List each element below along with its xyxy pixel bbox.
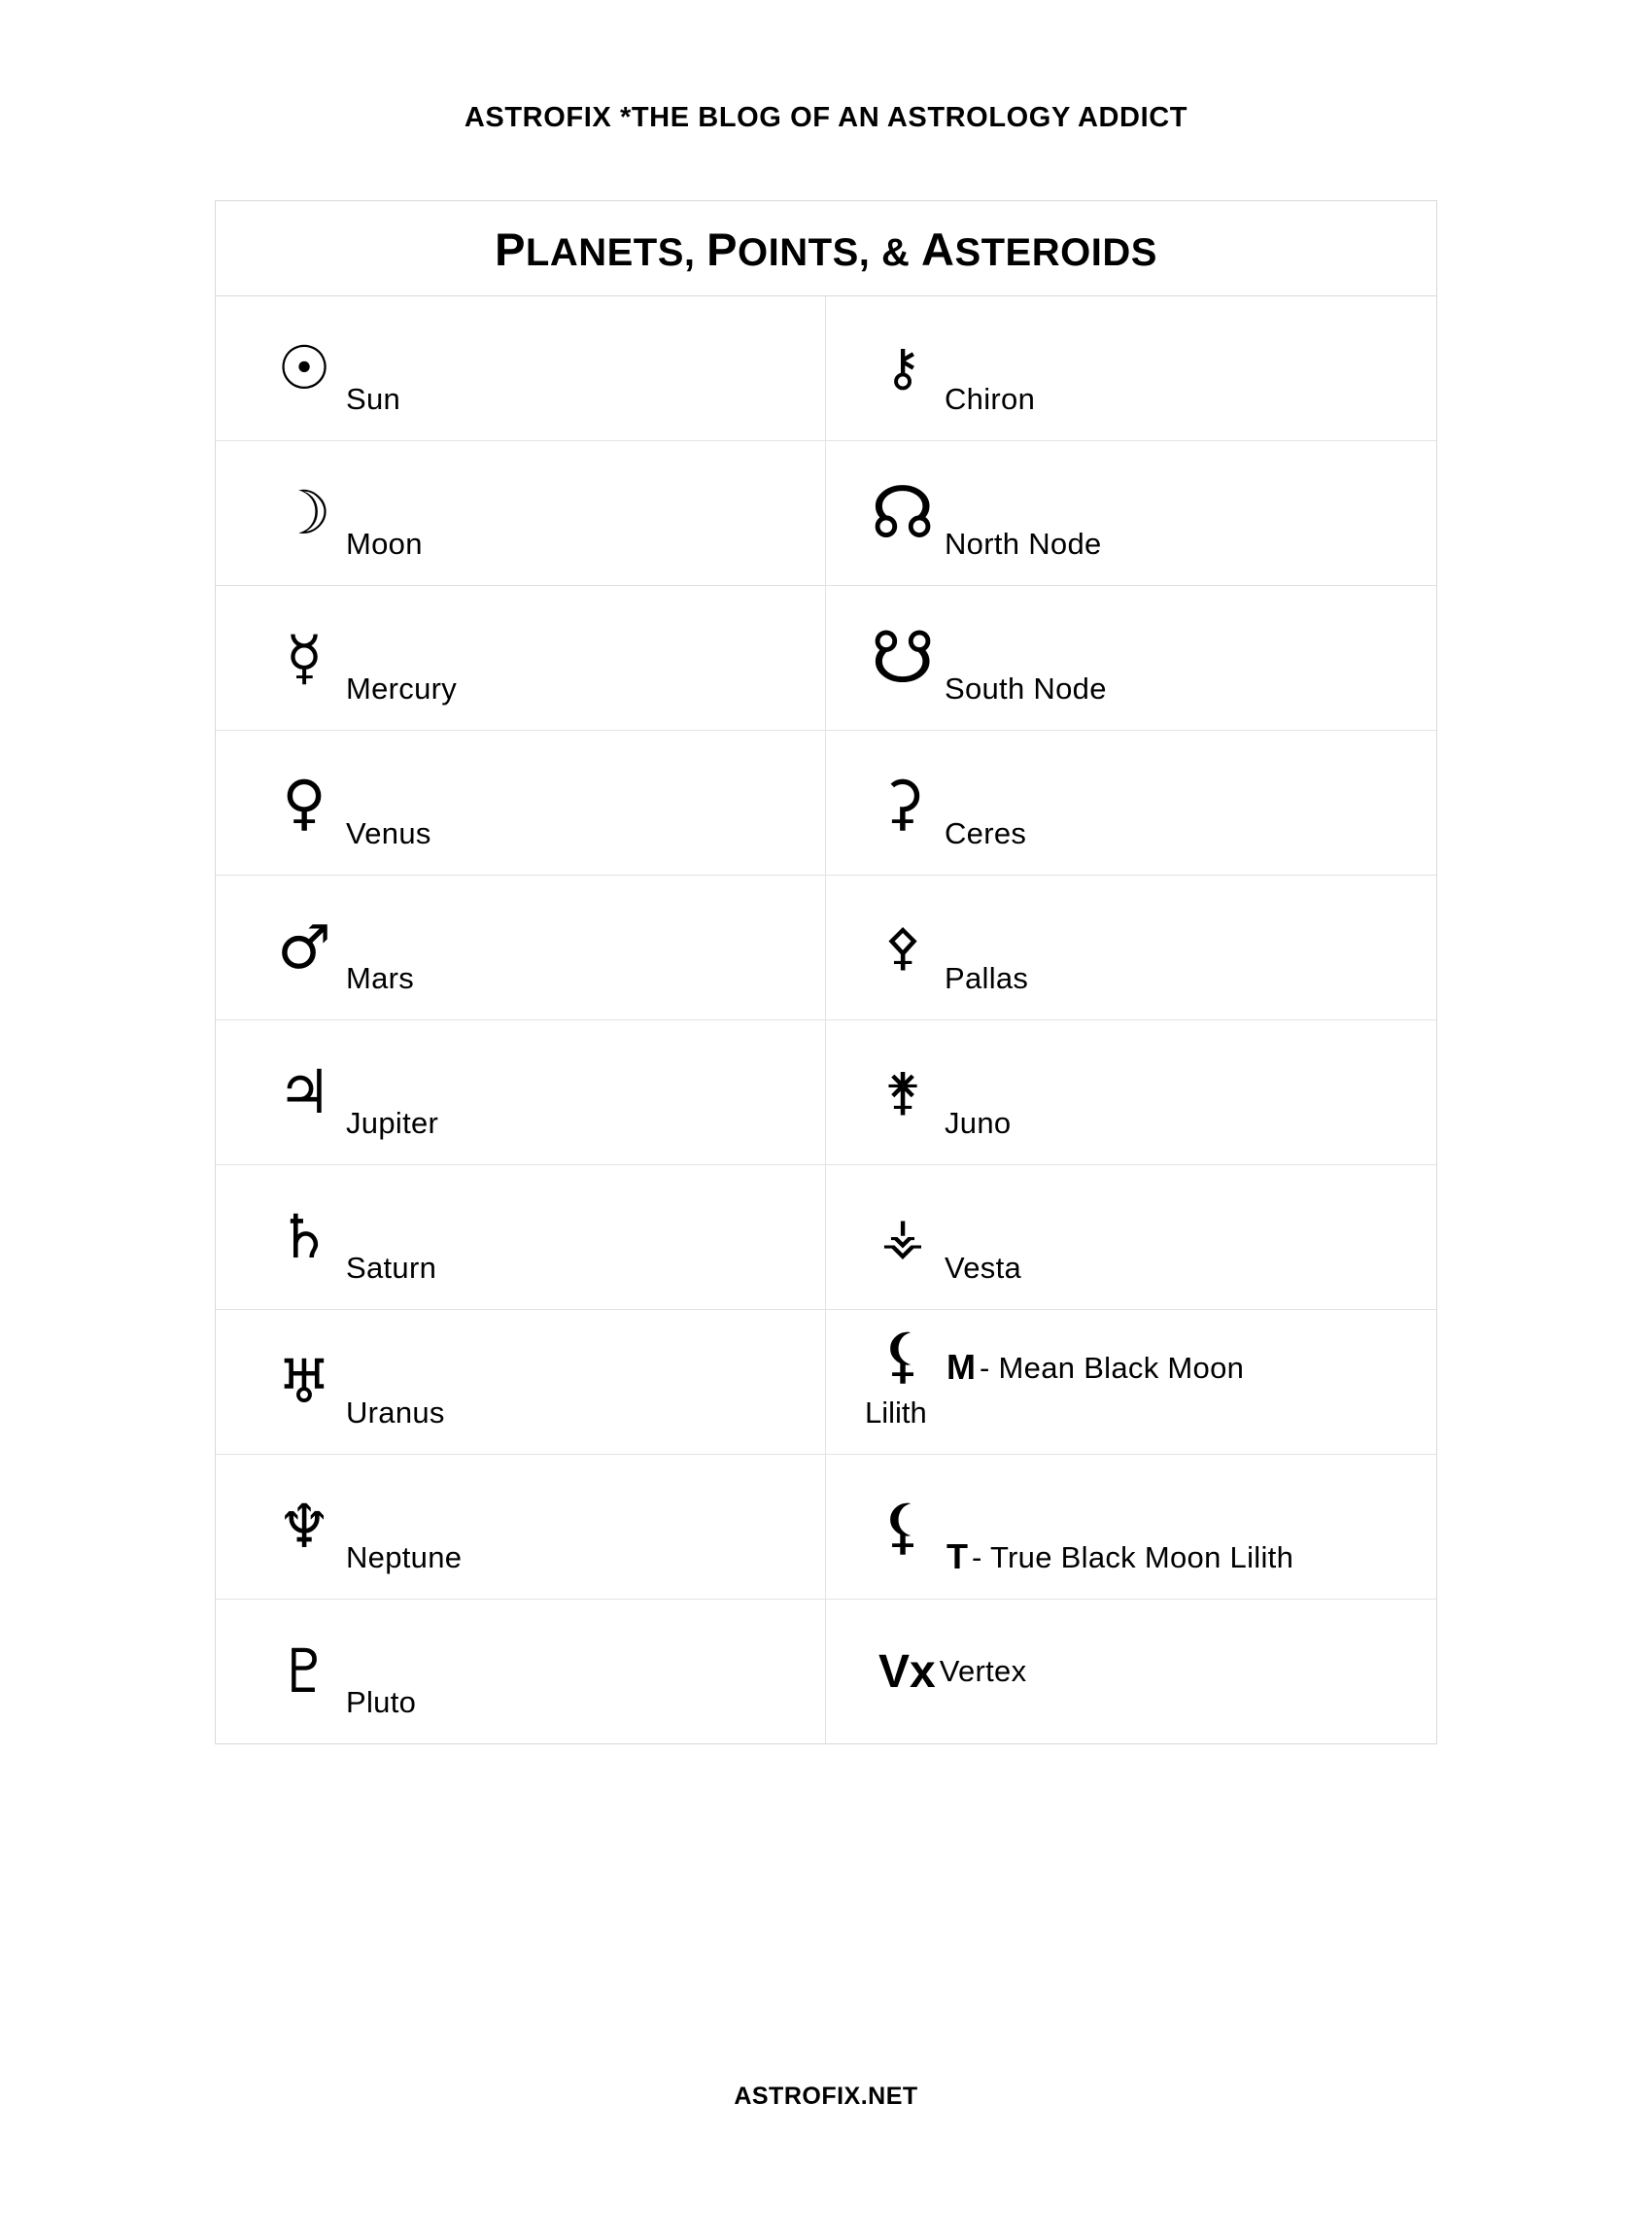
juno-label: Juno: [945, 1106, 1012, 1140]
sun-label: Sun: [346, 382, 401, 416]
table-cell-vesta: [826, 1165, 1436, 1309]
table-cell-moon: [216, 441, 826, 585]
table-cell-pluto: [216, 1600, 826, 1743]
table-row: [216, 586, 1436, 731]
table-row: [216, 1600, 1436, 1743]
page-footer: ASTROFIX.NET: [734, 2083, 918, 2110]
table-cell-chiron: [826, 296, 1436, 440]
table-cell-jupiter: [216, 1020, 826, 1164]
mean-lilith-letter: M: [946, 1347, 976, 1387]
pluto-symbol-icon: ♇: [277, 1636, 331, 1706]
table-cell-sun: [216, 296, 826, 440]
juno-symbol-icon: ⚵: [883, 1063, 922, 1121]
table-cell-pallas: [826, 876, 1436, 1019]
north-node-label: North Node: [945, 527, 1102, 561]
saturn-symbol-icon: ♄: [277, 1201, 331, 1272]
table-title-sep-2: , &: [858, 231, 921, 274]
document-page: [0, 102, 1652, 2240]
table-cell-north-node: [826, 441, 1436, 585]
table-row: [216, 1020, 1436, 1165]
table-title: [216, 201, 1436, 296]
ceres-label: Ceres: [945, 816, 1027, 850]
table-row: [216, 441, 1436, 586]
table-cell-mean-black-moon-lilith: [826, 1310, 1436, 1454]
true-lilith-letter: T: [946, 1536, 968, 1576]
true-black-moon-lilith-label: - True Black Moon Lilith: [972, 1540, 1294, 1574]
table-title-word-1: LANETS: [525, 231, 684, 274]
ceres-symbol-icon: ⚳: [880, 767, 925, 838]
vesta-label: Vesta: [945, 1251, 1022, 1285]
pallas-symbol-icon: ⚴: [883, 918, 922, 977]
table-cell-ceres: [826, 731, 1436, 875]
table-cell-mars: [216, 876, 826, 1019]
symbols-table: [215, 200, 1437, 1744]
mean-black-moon-lilith-label: - Mean Black Moon: [980, 1351, 1245, 1385]
mars-label: Mars: [346, 961, 415, 995]
table-cell-true-black-moon-lilith: [826, 1455, 1436, 1599]
table-row: [216, 296, 1436, 441]
chiron-label: Chiron: [945, 382, 1036, 416]
table-cell-uranus: [216, 1310, 826, 1454]
table-cell-mercury: [216, 586, 826, 730]
mercury-label: Mercury: [346, 672, 458, 706]
table-cell-vertex: [826, 1600, 1436, 1743]
vesta-symbol-icon: ⚶: [880, 1208, 925, 1266]
table-title-cap-2: P: [706, 224, 739, 275]
table-title-cap-1: P: [495, 224, 526, 275]
chiron-symbol-icon: ⚷: [883, 339, 922, 397]
table-row: [216, 1455, 1436, 1600]
table-cell-juno: [826, 1020, 1436, 1164]
table-cell-saturn: [216, 1165, 826, 1309]
black-moon-lilith-symbol-icon: ⚸: [880, 1320, 925, 1391]
venus-label: Venus: [346, 816, 431, 850]
vertex-symbol-icon: Vx: [878, 1645, 936, 1698]
table-title-sep-1: ,: [683, 231, 707, 274]
pallas-label: Pallas: [945, 961, 1029, 995]
venus-symbol-icon: ♀: [282, 767, 327, 838]
uranus-label: Uranus: [346, 1396, 445, 1430]
table-title-word-3: STEROIDS: [954, 231, 1157, 274]
table-cell-venus: [216, 731, 826, 875]
table-cell-neptune: [216, 1455, 826, 1599]
moon-symbol-icon: ☽: [277, 477, 331, 548]
table-row: [216, 1310, 1436, 1455]
neptune-symbol-icon: ♆: [277, 1491, 331, 1562]
sun-symbol-icon: ☉: [277, 332, 331, 403]
table-row: [216, 731, 1436, 876]
table-row: [216, 1165, 1436, 1310]
north-node-symbol-icon: ☊: [871, 471, 935, 555]
jupiter-symbol-icon: ♃: [277, 1056, 331, 1127]
mean-black-moon-lilith-label-line2: Lilith: [865, 1396, 927, 1430]
mars-symbol-icon: ♂: [277, 912, 331, 982]
jupiter-label: Jupiter: [346, 1106, 439, 1140]
neptune-label: Neptune: [346, 1540, 463, 1574]
south-node-symbol-icon: ☋: [871, 616, 935, 700]
pluto-label: Pluto: [346, 1685, 417, 1719]
moon-label: Moon: [346, 527, 423, 561]
table-title-cap-3: A: [920, 224, 955, 275]
page-header-title: ASTROFIX *THE BLOG OF AN ASTROLOGY ADDICT: [464, 102, 1188, 133]
black-moon-lilith-symbol-icon: ⚸: [880, 1491, 925, 1562]
saturn-label: Saturn: [346, 1251, 437, 1285]
uranus-symbol-icon: ♅: [277, 1346, 331, 1417]
south-node-label: South Node: [945, 672, 1107, 706]
table-cell-south-node: [826, 586, 1436, 730]
vertex-label: Vertex: [939, 1654, 1027, 1688]
table-title-word-2: OINTS: [738, 231, 859, 274]
mercury-symbol-icon: ☿: [285, 622, 324, 693]
table-row: [216, 876, 1436, 1020]
